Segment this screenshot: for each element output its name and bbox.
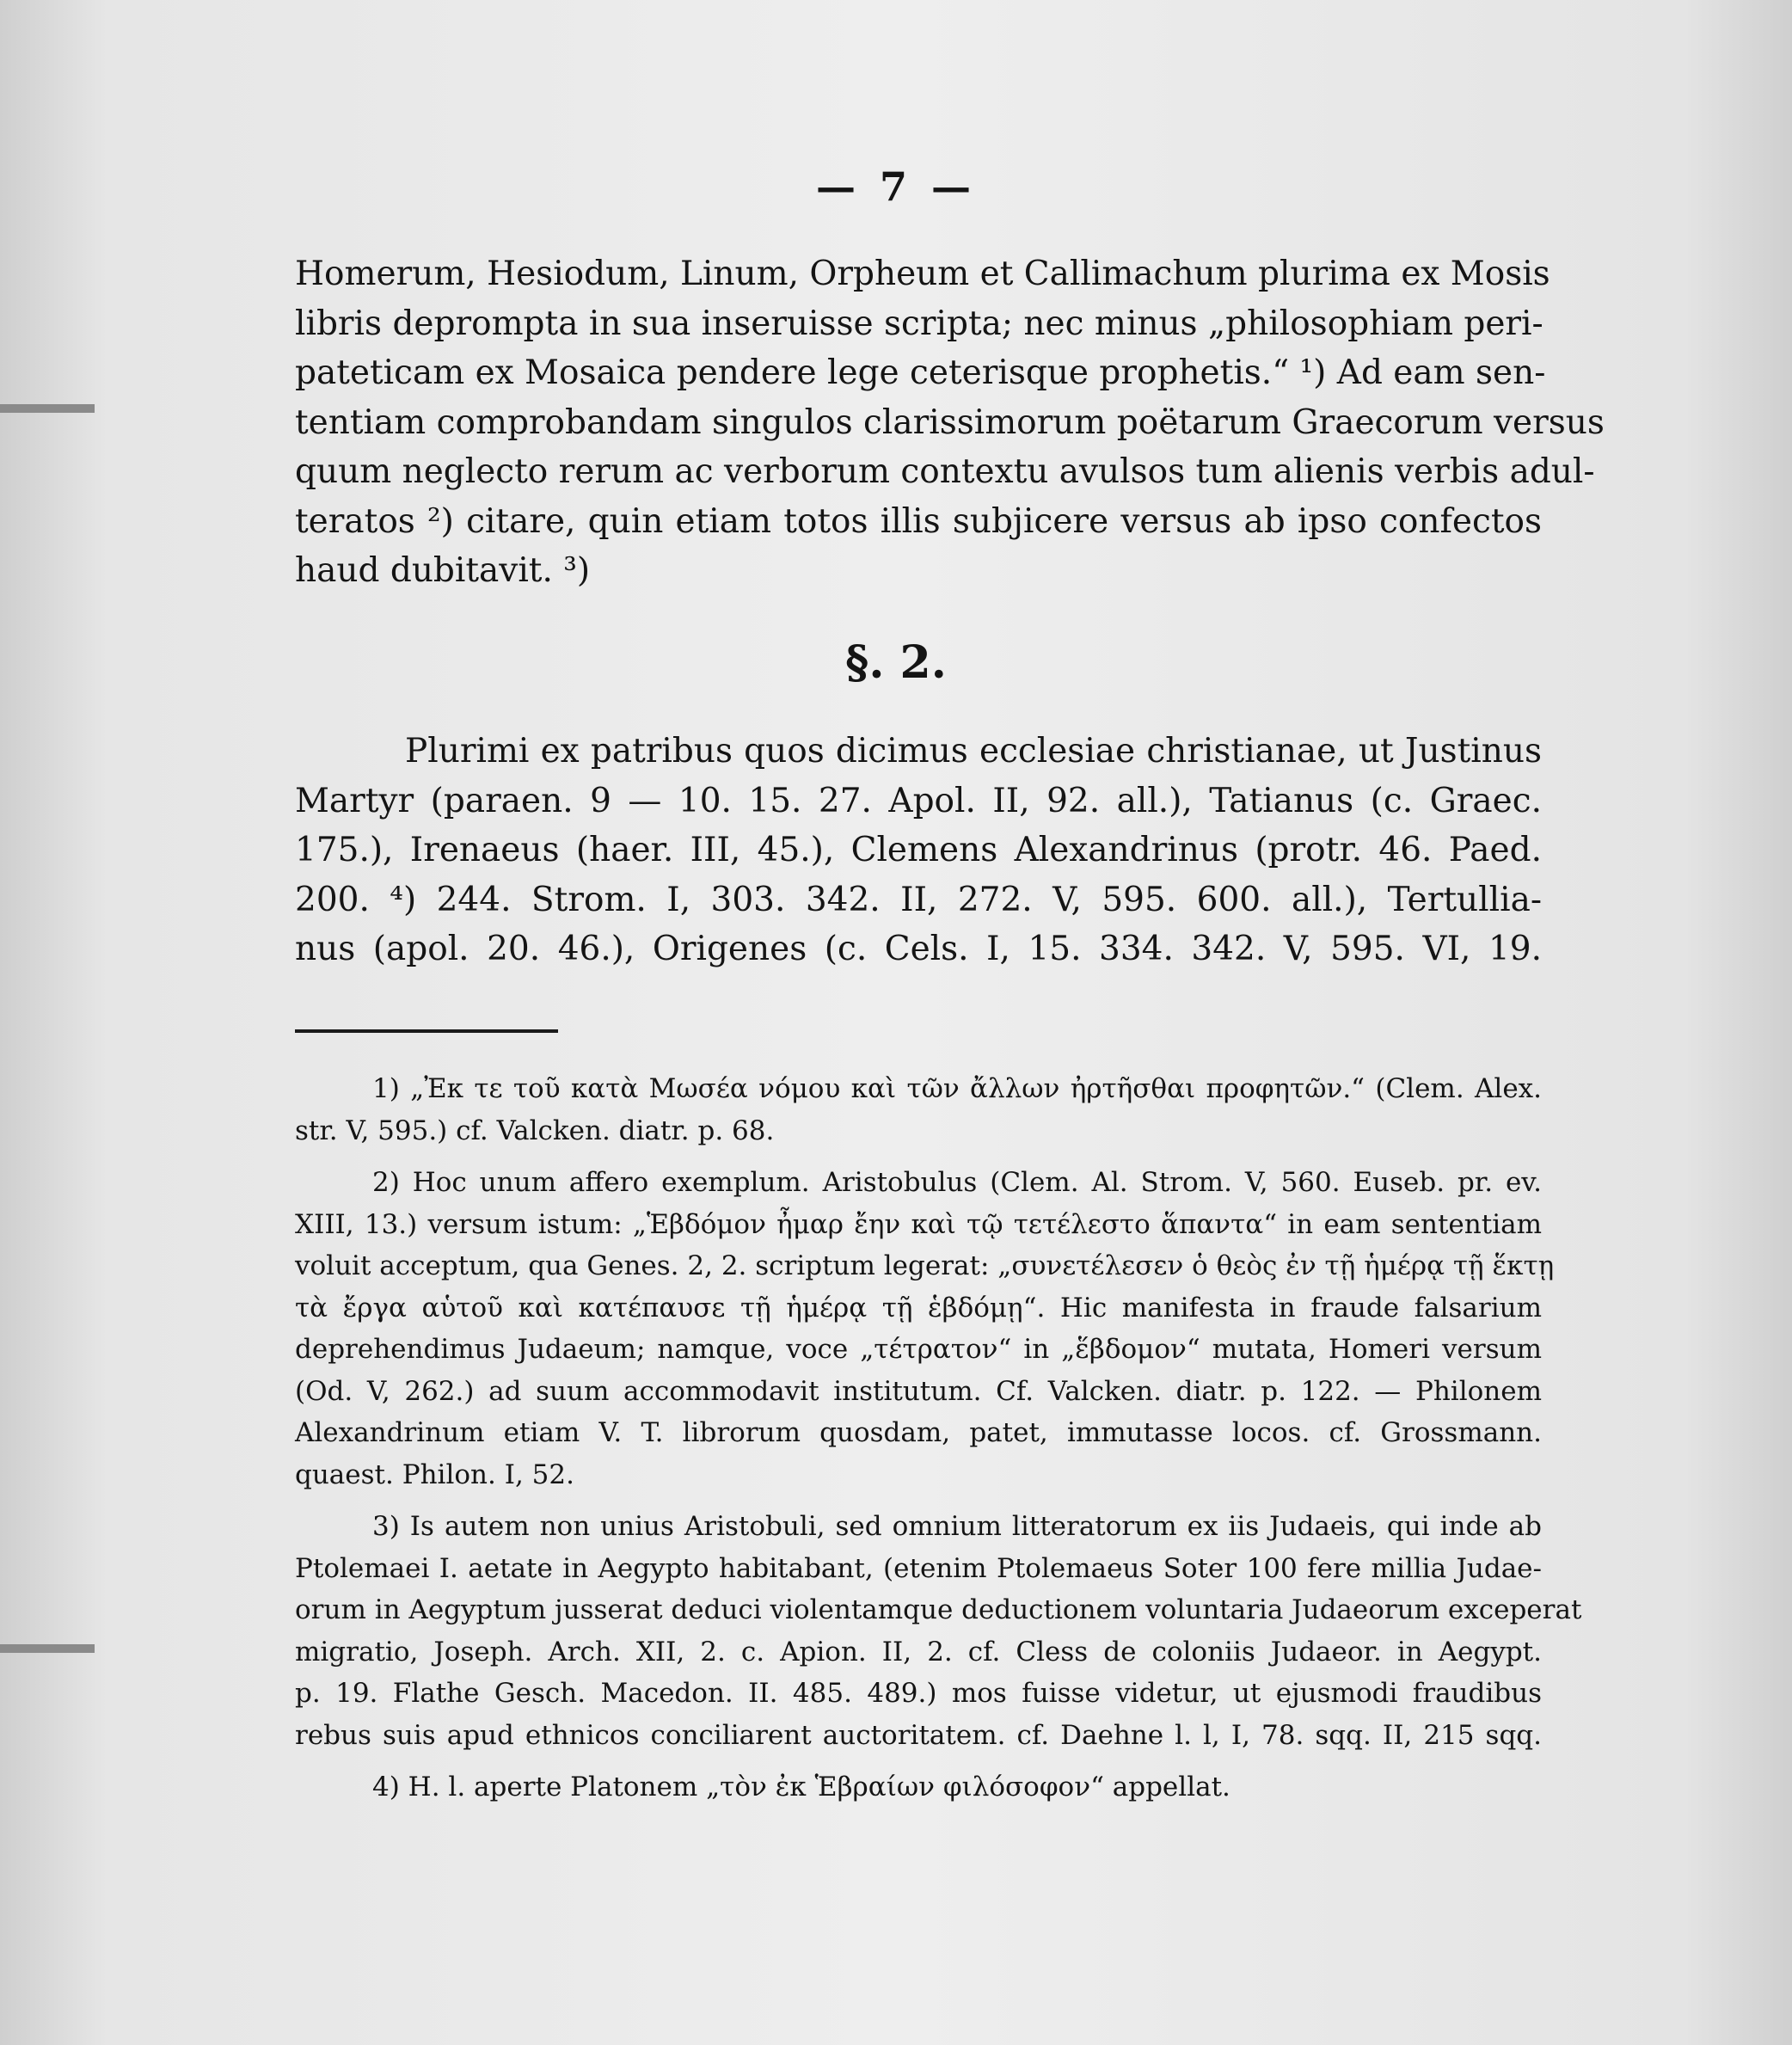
page-number: — 7 — xyxy=(815,163,977,210)
paragraph-2-line: Plurimi ex patribus quos dicimus ecclesiae christianae, ut Justinus xyxy=(405,732,1542,771)
paragraph-2-line: nus (apol. 20. 46.), Origenes (c. Cels. I, 15. 334. 342. V, 595. VI, 19. xyxy=(295,930,1542,968)
footnote-separator-rule xyxy=(295,1029,558,1033)
paragraph-1-line: haud dubitavit. ³) xyxy=(295,551,591,590)
section-heading: §. 2. xyxy=(845,636,947,689)
paragraph-1-line: pateticam ex Mosaica pendere lege ceterisque prophetis.“ ¹) Ad eam sen- xyxy=(295,353,1546,392)
paragraph-2-line: 175.), Irenaeus (haer. III, 45.), Clemens Alexandrinus (protr. 46. Paed. xyxy=(295,831,1542,869)
paragraph-1-line: Homerum, Hesiodum, Linum, Orpheum et Callimachum plurima ex Mosis xyxy=(295,255,1550,293)
binding-fold-mark-lower xyxy=(0,1644,95,1653)
footnote-3-line: Ptolemaei I. aetate in Aegypto habitabant, (etenim Ptolemaeus Soter 100 fere millia Judae- xyxy=(295,1552,1542,1584)
footnote-2-line: quaest. Philon. I, 52. xyxy=(295,1459,574,1490)
footnote-2-line: deprehendimus Judaeum; namque, voce „τέτρατον“ in „ἕβδομον“ mutata, Homeri versum xyxy=(295,1334,1542,1365)
footnote-3-line: orum in Aegyptum jusserat deduci violentamque deductionem voluntaria Judaeorum exceperat xyxy=(295,1594,1582,1625)
paragraph-1-line: teratos ²) citare, quin etiam totos illis subjicere versus ab ipso confectos xyxy=(295,501,1542,541)
footnote-2-line: 2) Hoc unum affero exemplum. Aristobulus (Clem. Al. Strom. V, 560. Euseb. pr. ev. xyxy=(372,1167,1542,1198)
footnote-2-line: Alexandrinum etiam V. T. librorum quosdam, patet, immutasse locos. cf. Grossmann. xyxy=(295,1417,1542,1448)
binding-fold-mark-upper xyxy=(0,404,95,413)
footnote-2-line: (Od. V, 262.) ad suum accommodavit institutum. Cf. Valcken. diatr. p. 122. — Philonem xyxy=(295,1375,1542,1407)
footnote-2-line: τὰ ἔργα αὑτοῦ καὶ κατέπαυσε τῇ ἡμέρᾳ τῇ ἑβδόμῃ“. Hic manifesta in fraude falsarium xyxy=(295,1292,1542,1323)
paragraph-1-line: tentiam comprobandam singulos clarissimorum poëtarum Graecorum versus xyxy=(295,402,1605,442)
paragraph-1 xyxy=(295,249,1605,596)
footnote-3-line: p. 19. Flathe Gesch. Macedon. II. 485. 489.) mos fuisse videtur, ut ejusmodi fraudibus xyxy=(295,1678,1542,1709)
paragraph-2 xyxy=(295,727,1542,974)
footnotes xyxy=(295,1068,1582,1809)
footnote-3-line: migratio, Joseph. Arch. XII, 2. c. Apion. II, 2. cf. Cless de coloniis Judaeor. in Aegypt. xyxy=(295,1636,1542,1667)
paragraph-2-line: Martyr (paraen. 9 — 10. 15. 27. Apol. II, 92. all.), Tatianus (c. Graec. xyxy=(295,781,1542,820)
paragraph-1-line: quum neglecto rerum ac verborum contextu avulsos tum alienis verbis adul- xyxy=(295,452,1595,491)
footnote-1-line: 1) „Ἐκ τε τοῦ κατὰ Μωσέα νόμου καὶ τῶν ἄλλων ἠρτῆσθαι προφητῶν.“ (Clem. Alex. xyxy=(372,1073,1542,1104)
footnote-3-line: 3) Is autem non unius Aristobuli, sed omnium litteratorum ex iis Judaeis, qui inde ab xyxy=(372,1511,1542,1542)
footnote-2-line: XIII, 13.) versum istum: „Ἑβδόμον ἦμαρ ἔην καὶ τῷ τετέλεστο ἅπαντα“ in eam sententiam xyxy=(295,1208,1542,1240)
paragraph-1-line: libris deprompta in sua inseruisse scripta; nec minus „philosophiam peri- xyxy=(295,304,1543,343)
paragraph-2-line: 200. ⁴) 244. Strom. I, 303. 342. II, 272. V, 595. 600. all.), Tertullia- xyxy=(295,880,1542,919)
footnote-1-line: str. V, 595.) cf. Valcken. diatr. p. 68. xyxy=(295,1115,775,1146)
footnote-2-line: voluit acceptum, qua Genes. 2, 2. scriptum legerat: „συνετέλεσεν ὁ θεὸς ἐν τῇ ἡμέρᾳ τῇ ἕκτῃ xyxy=(295,1250,1555,1281)
footnote-4-line: 4) H. l. aperte Platonem „τὸν ἐκ Ἑβραίων φιλόσοφον“ appellat. xyxy=(372,1772,1230,1802)
footnote-3-line: rebus suis apud ethnicos conciliarent auctoritatem. cf. Daehne l. l, I, 78. sqq. II, 215 sqq. xyxy=(295,1719,1542,1751)
